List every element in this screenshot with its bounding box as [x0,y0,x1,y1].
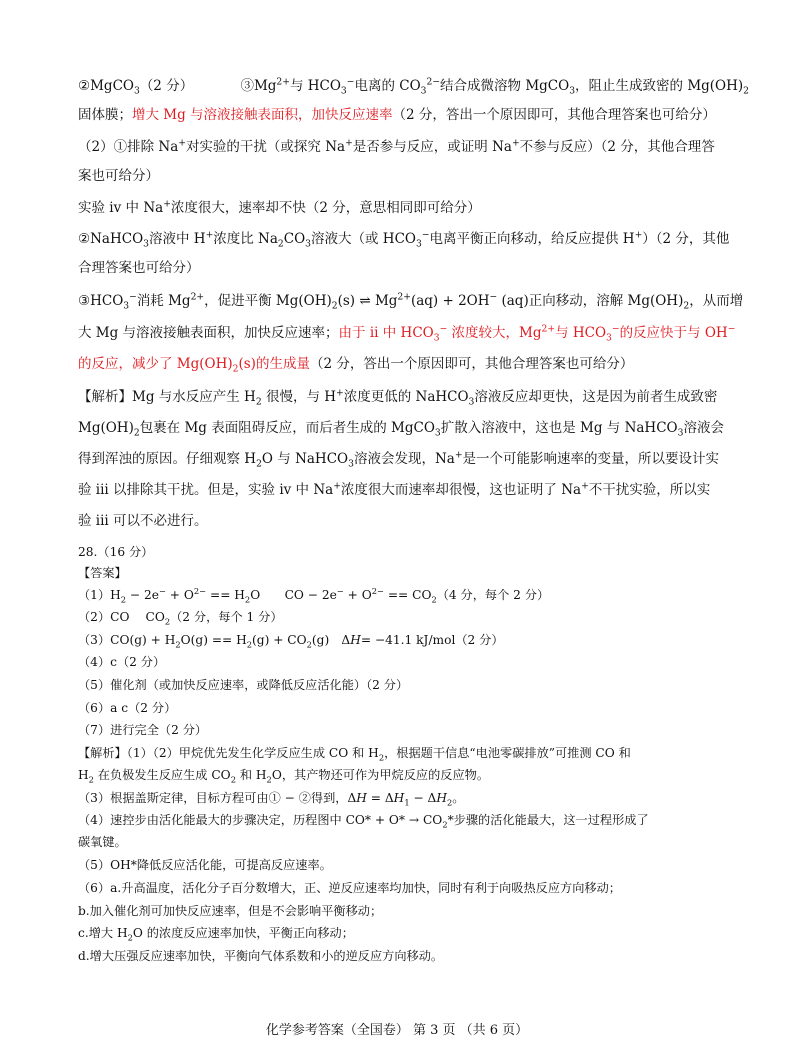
text-line [78,902,724,920]
highlighted-answer-text: − [727,323,736,335]
text-segment: 3 [305,238,311,250]
text-segment: Mg(OH) [78,420,134,436]
text-segment: 2 [431,594,437,605]
text-line [78,105,724,125]
text-segment: 2 [255,396,262,408]
text-segment: 电离的 CO [354,78,421,94]
text-segment: 2 [120,594,127,605]
text-line [78,766,724,784]
text-segment: 得到浑浊的原因。仔细观察 H [78,451,257,467]
text-line [78,543,724,561]
text-segment: 28.（16 分） [78,545,154,559]
text-segment: （2 分，答出一个原因即可，其他合理答案也可给分） [309,356,634,372]
text-segment: == CO [383,588,432,602]
text-line [78,721,724,739]
highlighted-answer-text: 增大 Mg 与溶液接触表面积，加快反应速率 [132,107,393,123]
text-segment: （4）速控步由活化能最大的步骤决定，历程图中 CO* + O* → CO [78,813,443,827]
text-segment: 实验 iv 中 Na [78,200,164,216]
text-segment: + O [343,588,372,602]
text-segment: (aq) + 2OH [410,293,490,309]
text-line [78,198,724,218]
text-line [78,323,736,344]
text-segment: 溶液中 H [148,231,206,247]
text-segment: 【答案】 [78,566,127,580]
text-segment: O(g) == H [180,633,247,647]
text-line [78,449,724,469]
text-segment: 3 [415,238,422,250]
text-segment: 不参与反应）（2 分，其他合理答 [519,139,715,155]
text-segment: − [336,585,344,596]
text-segment: 验 iii 可以不必进行。 [78,513,208,529]
text-line [78,511,724,531]
highlighted-answer-text: 与 HCO [555,325,607,341]
text-segment: − [489,291,498,303]
text-segment: （2 分，每个 1 分） [170,610,283,624]
highlighted-answer-text: 2 [232,363,239,375]
text-segment: 。 [452,791,465,805]
text-segment: （3）CO(g) + H [78,633,176,647]
text-segment: − Δ [409,791,437,805]
text-segment: (aq)正向移动，溶解 Mg(OH) [497,293,684,309]
text-segment: 1 [404,797,410,808]
highlighted-answer-text: (s)的生成量 [238,356,310,372]
text-segment: 固体膜； [78,107,132,123]
text-segment: + [178,137,186,149]
text-segment: H [393,791,405,805]
text-segment: 溶液反应却更快，这是因为前者生成致密 [474,389,718,405]
text-segment: 2 [164,616,171,627]
text-segment: 合理答案也可给分） [78,260,200,276]
text-segment: O，其产物还可作为甲烷反应的反应物。 [271,768,490,782]
text-segment: − [421,229,430,241]
text-segment: O 与 NaHCO [261,451,349,467]
text-segment: 是一个可能影响速率的变量，所以要设计实 [462,451,720,467]
text-segment: （1）H [78,588,121,602]
text-line [78,924,724,942]
text-segment: 2 [331,300,338,312]
text-segment: ，从而增 [689,293,744,309]
text-segment: 2 [133,427,140,439]
text-segment: == H [206,588,245,602]
text-segment: ③HCO [78,293,124,309]
text-line [78,480,724,500]
text-segment: 不干扰实验，所以实 [588,482,711,498]
text-line [78,564,724,582]
text-line [78,354,724,374]
text-line [78,137,724,157]
text-segment: 浓度很大而速率却很慢，这也证明了 Na [340,482,582,498]
text-line [78,586,724,604]
text-segment: 2 [230,774,236,785]
text-segment: ）（2 分，其他 [642,231,730,247]
text-segment: ，根据题干信息“电池零碳排放”可推测 CO 和 [384,746,631,760]
text-segment: 3 [434,427,441,439]
text-segment: H [356,791,367,805]
text-line [78,631,724,649]
text-segment: + [634,229,643,241]
text-line [78,291,744,312]
page-footer: 化学参考答案（全国卷） 第 3 页 （共 6 页） [265,1023,529,1038]
text-segment: *步骤的活化能最大，这一过程形成了 [447,813,649,827]
text-segment: 2 [442,819,448,830]
text-segment: （5）催化剂（或加快反应速率，或降低反应活化能）（2 分） [78,678,409,692]
text-segment: 2 [378,752,385,763]
text-segment: （3）根据盖斯定律，目标方程可由① − ②得到，Δ [78,791,357,805]
text-segment: 2 [743,85,750,97]
text-segment: 2 [175,639,181,650]
text-segment: （4）c（2 分） [78,655,166,669]
text-segment: 3 [123,300,130,312]
text-segment: 溶液会发现，Na [353,451,455,467]
text-segment: 扩散入溶液中，这也是 Mg 与 NaHCO [440,420,678,436]
text-line [78,387,724,407]
text-line [78,744,724,762]
text-segment: 很慢，与 H [261,389,337,405]
highlighted-answer-text: 的反应快于与 OH [619,325,728,341]
text-segment: 2 [683,300,690,312]
text-segment: 【解析】Mg 与水反应产生 H [78,389,256,405]
text-segment: 3 [569,85,576,97]
text-segment: 在负极发生反应生成 CO [93,768,231,782]
text-line [78,76,750,97]
text-segment: 大 Mg 与溶液接触表面积，加快反应速率； [78,325,339,341]
highlighted-answer-text: − [439,323,448,335]
text-line [78,833,724,851]
text-segment: 2+ [397,291,411,303]
text-segment: 案也可给分） [78,168,159,184]
text-segment: （4 分，每个 2 分） [436,588,550,602]
text-segment: H [78,768,89,782]
text-segment: 包裹在 Mg 表面阻碍反应，而后者生成的 MgCO [139,420,435,436]
text-segment: ②MgCO [78,78,134,94]
text-segment: 2− [426,76,441,88]
highlighted-answer-text: 由于 ii 中 HCO [338,325,434,341]
text-line [78,229,730,250]
highlighted-answer-text: 浓度较大，Mg [447,325,542,341]
text-segment: H [436,791,447,805]
text-segment: = −41.1 kJ/mol（2 分） [360,633,504,647]
text-segment: + [511,137,520,149]
text-segment: (g) + CO [252,633,307,647]
text-segment: + [205,229,214,241]
text-line [78,811,724,829]
text-segment: + [333,480,341,492]
text-segment: 3 [420,85,427,97]
text-segment: 2 [447,797,453,808]
text-segment: + [336,387,344,399]
text-segment: （6）a.升高温度，活化分子百分数增大，正、逆反应速率均加快，同时有利于向吸热反应方向移动； [78,881,621,895]
text-segment: 溶液大（或 HCO [311,231,416,247]
text-segment: b.加入催化剂可加快反应速率，但是不会影响平衡移动； [78,904,383,918]
text-segment: 溶液会 [683,420,724,436]
text-segment: + [163,198,171,210]
text-segment: = Δ [366,791,394,805]
text-segment: 3 [340,85,347,97]
text-segment: − 2e [126,588,159,602]
text-segment: c.增大 H [78,926,128,940]
text-segment: 碳氧键。 [78,835,127,849]
text-segment: （6）a c（2 分） [78,701,177,715]
text-line [78,608,724,626]
text-segment: d.增大压强反应速率加快，平衡向气体系数和小的逆反应方向移动。 [78,949,444,963]
text-segment: （2 分，答出一个原因即可，其他合理答案也可给分） [392,107,716,123]
text-segment: 2 [244,594,251,605]
text-segment: （2 分） ③Mg [139,78,277,94]
text-segment: ，阻止生成致密的 Mg(OH) [575,78,744,94]
text-segment: 3 [348,458,354,470]
text-segment: 和 H [235,768,267,782]
text-line [78,258,724,278]
text-segment: ②NaHCO [78,231,144,247]
text-segment: 消耗 Mg [136,293,191,309]
text-segment: 2 [306,639,312,650]
text-segment: 3 [677,427,684,439]
text-line [78,676,724,694]
text-segment: 2+ [190,291,205,303]
text-segment: 2 [256,458,262,470]
text-segment: 电离平衡正向移动，给反应提供 H [429,231,635,247]
text-segment: 浓度更低的 NaHCO [343,389,469,405]
text-line [78,856,724,874]
text-segment: 是否参与反应，或证明 Na [352,139,512,155]
text-segment: + O [165,588,194,602]
text-segment: − [346,76,355,88]
text-segment: O CO − 2e [250,588,337,602]
text-line [78,653,724,671]
text-line [78,699,724,717]
text-segment: 2 [266,774,272,785]
text-segment: + [454,449,463,461]
text-segment: 3 [143,238,149,250]
text-segment: 2 [246,639,253,650]
text-segment: （2）CO CO [78,610,165,624]
text-segment: 与 HCO [289,78,341,94]
text-segment: 3 [468,396,475,408]
text-segment: 验 iii 以排除其干扰。但是，实验 iv 中 Na [78,482,334,498]
text-segment: 浓度很大，速率却不快（2 分，意思相同即可给分） [170,200,481,216]
text-segment: 2 [88,774,94,785]
text-segment: (g) Δ [311,633,351,647]
text-segment: − [129,291,137,303]
text-line [78,879,724,897]
highlighted-answer-text: − [611,323,620,335]
text-line [78,789,724,807]
text-segment: 3 [133,85,140,97]
text-segment: （5）OH*降低反应活化能，可提高反应速率。 [78,858,332,872]
highlighted-answer-text: 的反应，减少了 Mg(OH) [78,356,233,372]
text-segment: O 的浓度反应速率加快，平衡正向移动； [132,926,354,940]
text-segment: (s) ⇌ Mg [337,293,398,309]
text-segment: + [345,137,353,149]
text-segment: 浓度比 Na [213,231,278,247]
text-segment: 2 [127,932,133,943]
text-line [78,166,724,186]
text-line [78,418,724,438]
text-segment: ，促进平衡 Mg(OH) [204,293,332,309]
text-segment: CO [283,231,306,247]
text-segment: 对实验的干扰（或探究 Na [185,139,346,155]
text-line [78,947,724,965]
text-segment: 2− [371,585,384,596]
highlighted-answer-text: 3 [606,332,612,344]
text-segment: 2+ [276,76,290,88]
text-segment: + [581,480,589,492]
text-segment: H [350,633,361,647]
text-segment: （2）①排除 Na [78,139,179,155]
text-segment: 结合成微溶物 MgCO [440,78,570,94]
text-segment: 【解析】（1）（2）甲烷优先发生化学反应生成 CO 和 H [78,746,379,760]
text-segment: − [158,585,166,596]
text-segment: （7）进行完全（2 分） [78,723,208,737]
text-segment: 2− [193,585,207,596]
text-segment: 2 [277,238,284,250]
highlighted-answer-text: 3 [433,332,440,344]
highlighted-answer-text: 2+ [541,323,556,335]
